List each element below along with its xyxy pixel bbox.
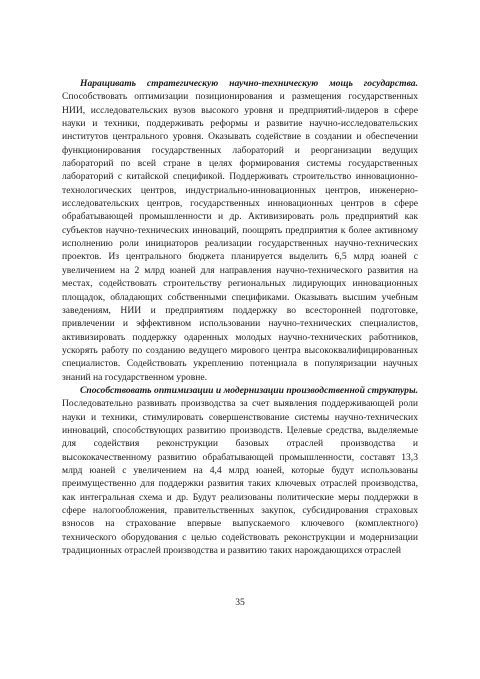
paragraph-1 xyxy=(62,77,418,384)
paragraph-1-text: Способствовать оптимизации позиционирования и размещения государственных НИИ, исследовательских вузов высокого уровня и предприятий-лидеров в сфере науки и техники, поддерживать реформы и развитие научно-исследовательских институтов центрального уровня. Оказывать содействие в создании и обеспечении функционирования государственных лабораторий и реорганизации ведущих лабораторий по всей стране в целях формирования системы государственных лабораторий с китайской спецификой. Поддерживать строительство инновационно-технологических центров, индустриально-инновационных центров, инженерно-исследовательских центров, государственных инновационных центров в сфере обрабатывающей промышленности и др. Активизировать роль предприятий как субъектов научно-технических инноваций, поощрять предприятия к более активному исполнению роли инициаторов реализации государственных научно-технических проектов. Из центрального бюджета планируется выделить 6,5 млрд юаней с увеличением на 2 млрд юаней для направления научно-технического развития на местах, содействовать строительству региональных лидирующих инновационных площадок, обладающих собственными спецификами. Оказывать высшим учебным заведениям, НИИ и предприятиям поддержку во всесторонней подготовке, привлечении и эффективном использовании научно-технических специалистов, активизировать поддержку одаренных молодых научно-технических работников, ускорять работу по созданию ведущего мирового центра высококвалифицированных специалистов. Содействовать укреплению потенциала в популяризации научных знаний на государственном уровне. xyxy=(62,91,418,383)
page-number: 35 xyxy=(235,597,245,608)
paragraph-2 xyxy=(62,384,418,557)
page-body xyxy=(62,77,418,557)
paragraph-2-heading: Способствовать оптимизации и модернизации производственной структуры. xyxy=(80,384,418,396)
paragraph-1-heading: Наращивать стратегическую научно-техническую мощь государства. xyxy=(80,78,418,89)
paragraph-2-text: Последовательно развивать производства за счет выявления поддерживающей роли науки и техники, стимулировать совершенствование системы научно-технических инноваций, способствующих развитию производств. Целевые средства, выделяемые для содействия реконструкции базовых отраслей производства и высококачественному развитию обрабатывающей промышленности, составят 13,3 млрд юаней с увеличением на 4,4 млрд юаней, которые будут использованы преимущественно для поддержки развития таких ключевых отраслей производства, как интегральная схема и др. Будут реализованы политические меры поддержки в сфере налогообложения, правительственных закупок, субсидирования страховых взносов на страхование впервые выпускаемого ключевого (комплектного) технического оборудования с целью содействовать реконструкции и модернизации традиционных отраслей производства и развитию таких нарождающихся отраслей xyxy=(62,398,418,557)
